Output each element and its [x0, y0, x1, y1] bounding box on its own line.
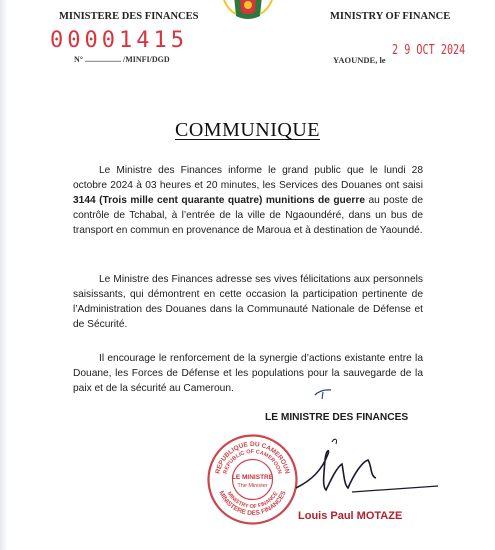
ministry-name-english: MINISTRY OF FINANCE: [330, 11, 451, 22]
handwritten-signature: [292, 430, 442, 500]
paragraph-congratulations: Le Ministre des Finances adresse ses vives félicitations aux personnels saisissants, qui démontrent en cette occasion la participation pertinente de l’Administration des Douanes dans la Communauté Nationale de Défense et de Sécurité.: [73, 274, 423, 330]
reference-blank: ..................: [84, 55, 121, 64]
reference-line: [74, 55, 170, 64]
document-number-stamp: 00001415: [50, 28, 188, 53]
seal-top-text-english: REPUBLIC OF CAMEROON: [222, 448, 283, 475]
official-seal-stamp: [205, 432, 300, 527]
seal-bottom-text-english: MINISTRY OF FINANCE: [225, 490, 280, 511]
left-motto: [63, 0, 135, 1]
paragraph-encouragement: Il encourage le renforcement de la synergie d’actions existante entre la Douane, les Forces de Défense et les populations pour la sauvegarde de la paix et de la sécurité au Cameroun.: [73, 353, 423, 394]
seal-bottom-text: MINISTERE DES FINANCES: [217, 489, 288, 518]
date-stamp: 2 9 OCT 2024: [392, 43, 466, 58]
seal-center-text: LE MINISTRE: [231, 474, 274, 481]
reference-prefix: N°: [74, 55, 83, 64]
paragraph-seizure-intro: Le Ministre des Finances informe le grand public que le lundi 28 octobre 2024 à 03 heures et 20 minutes, les Services des Douanes ont saisi: [73, 165, 423, 191]
paragraph-seizure-highlight: 3144 (Trois mille cent quarante quatre) munitions de guerre: [73, 195, 366, 206]
communique-title: [0, 119, 495, 142]
title-text: COMMUNIQUE: [175, 119, 320, 141]
seal-top-text: REPUBLIQUE DU CAMEROUN: [214, 441, 291, 475]
reference-suffix: /MINFI/DGD: [122, 55, 170, 64]
right-motto: [340, 0, 433, 1]
seal-center-text-english: The Minister: [237, 483, 268, 489]
paragraph-seizure: [73, 163, 423, 238]
place-label: YAOUNDE, le: [333, 55, 386, 65]
page-edge-shadow: [0, 0, 8, 550]
pen-tick-mark: [313, 386, 333, 400]
paragraph-seizure-details: au poste de contrôle de Tchabal, à l’entrée de la ville de Ngaoundéré, dans un bus de transport en commun en provenance de Maroua et à destination de Yaoundé.: [73, 195, 424, 236]
signatory-name: Louis Paul MOTAZE: [298, 510, 403, 522]
ministry-name-french: MINISTERE DES FINANCES: [59, 11, 199, 22]
coat-of-arms-emblem: [218, 0, 278, 20]
signatory-title: LE MINISTRE DES FINANCES: [265, 412, 409, 423]
